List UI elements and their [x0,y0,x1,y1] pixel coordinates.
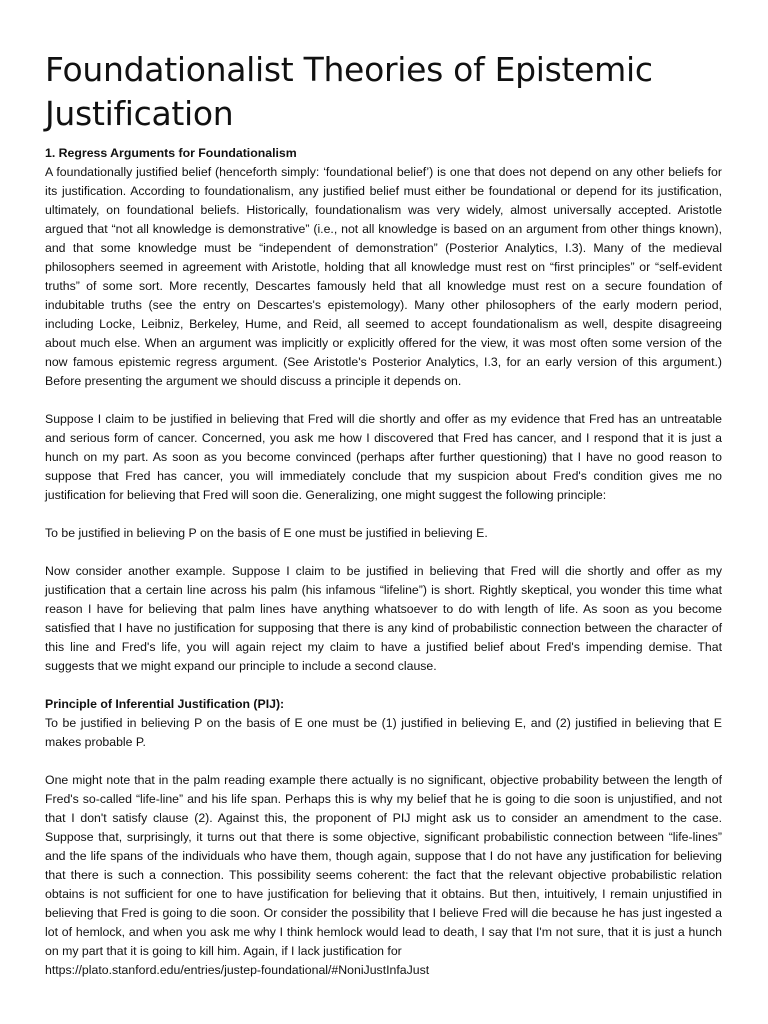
source-url-link[interactable]: https://plato.stanford.edu/entries/justep-foundational/#NoniJustInfaJust [45,963,430,977]
document-body [45,144,722,961]
paragraph-principle-statement: To be justified in believing P on the basis of E one must be justified in believing E. [45,526,488,540]
pij-definition: To be justified in believing P on the basis of E one must be (1) justified in believing E, and (2) justified in believing that E makes probable P. [45,716,722,749]
paragraph-lifeline-example: Now consider another example. Suppose I claim to be justified in believing that Fred will die shortly and offer as my justification that a certain line across his palm (his infamous “lifeline”) is short. Rightly skeptical, you wonder this time what reason I have for believing that palm lines have anything whatsoever to do with length of life. As soon as you become satisfied that I have no justification for supposing that there is any kind of probabilistic connection between the character of this line and Fred's life, you will again reject my claim to have a justified belief about Fred's impending demise. That suggests that we might expand our principle to include a second clause. [45,564,722,673]
paragraph-foundationalism-history: A foundationally justified belief (henceforth simply: ‘foundational belief’) is one that does not depend on any other beliefs for its justification. According to foundationalism, any justified belief must either be foundational or depend for its justification, ultimately, on foundational beliefs. Historically, foundationalism was very widely, almost universally accepted. Aristotle argued that “not all knowledge is demonstrative” (i.e., not all knowledge is based on an argument from other things known), and that some knowledge must be “independent of demonstration” (Posterior Analytics, I.3). Many of the medieval philosophers seemed in agreement with Aristotle, holding that all knowledge must rest on “first principles” or “self-evident truths” of some sort. More recently, Descartes famously held that all knowledge must rest on a secure foundation of indubitable truths (see the entry on Descartes's epistemology). Many other philosophers of the early modern period, including Locke, Leibniz, Berkeley, Hume, and Reid, all seemed to accept foundationalism as well, despite disagreeing about much else. When an argument was implicitly or explicitly offered for the view, it was most often some version of the now famous epistemic regress argument. (See Aristotle's Posterior Analytics, I.3, for an early version of this argument.) Before presenting the argument we should discuss a principle it depends on. [45,165,722,388]
document-title: Foundationalist Theories of Epistemic Justification [45,50,653,133]
paragraph-fred-cancer-example: Suppose I claim to be justified in believing that Fred will die shortly and offer as my evidence that Fred has an untreatable and serious form of cancer. Concerned, you ask me how I discovered that Fred has cancer, and I respond that it is just a hunch on my part. As soon as you become convinced (perhaps after further questioning) that I have no good reason to suppose that Fred has cancer, you will immediately conclude that my suspicion about Fred's condition gives me no justification for believing that Fred will soon die. Generalizing, one might suggest the following principle: [45,412,722,502]
document-page [45,0,722,961]
section-heading: 1. Regress Arguments for Foundationalism [45,146,297,160]
pij-heading: Principle of Inferential Justification (PIJ): [45,697,285,711]
paragraph-palm-reading-discussion: One might note that in the palm reading example there actually is no significant, objective probability between the length of Fred's so-called “life-line” and his life span. Perhaps this is why my belief that he is going to die soon is unjustified, and not that I don't satisfy clause (2). Against this, the proponent of PIJ might ask us to consider an amendment to the case. Suppose that, surprisingly, it turns out that there is some objective, significant probabilistic connection between “life-lines” and the life spans of the individuals who have them, though again, suppose that I do not have any justification for believing that there is such a connection. This possibility seems coherent: the fact that the relevant objective probabilistic relation obtains is not sufficient for one to have justification for believing that it obtains. But then, intuitively, I remain unjustified in believing that Fred is going to die soon. Or consider the possibility that I believe Fred will die because he has just ingested a lot of hemlock, and when you ask me why I think hemlock would lead to death, I say that I'm not sure, that it is just a hunch on my part that it is going to kill him. Again, if I lack justification for [45,773,722,958]
